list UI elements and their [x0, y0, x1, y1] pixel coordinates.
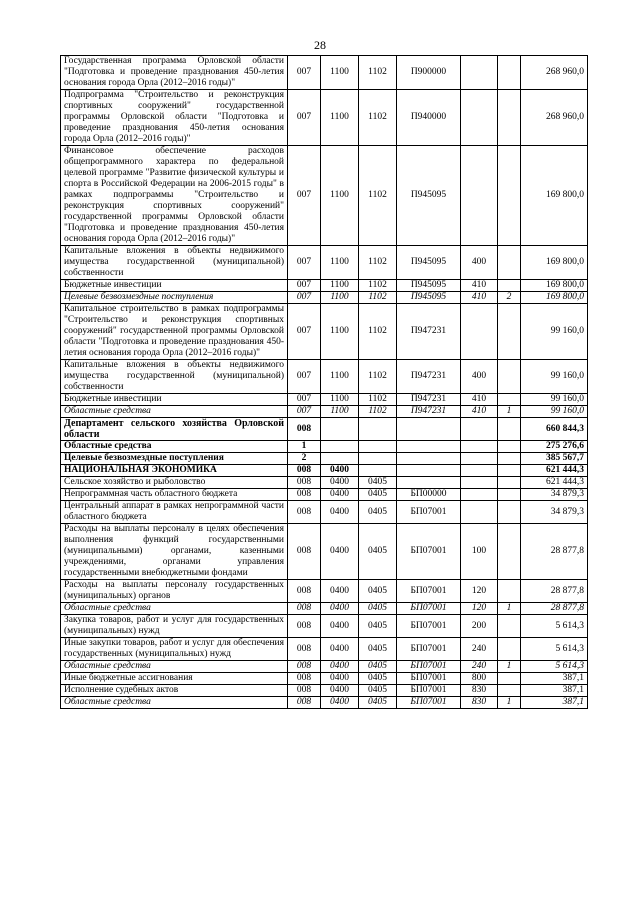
subsection-code: 0405 — [359, 638, 397, 661]
funding-source-code — [498, 501, 521, 524]
target-article-code: БП07001 — [397, 638, 461, 661]
funding-source-code: 1 — [498, 661, 521, 673]
amount: 99 160,0 — [521, 360, 588, 394]
table-row — [61, 146, 588, 246]
ministry-code: 007 — [288, 56, 321, 90]
ministry-code: 007 — [288, 360, 321, 394]
expense-type-code: 800 — [461, 673, 498, 685]
amount: 99 160,0 — [521, 394, 588, 406]
subsection-code: 0405 — [359, 661, 397, 673]
funding-source-code: 2 — [498, 292, 521, 304]
row-name: Капитальные вложения в объекты недвижимого имущества государственной (муниципальной) собственности — [61, 246, 288, 280]
table-row — [61, 418, 588, 441]
funding-source-code — [498, 418, 521, 441]
target-article-code: БП07001 — [397, 615, 461, 638]
ministry-code: 008 — [288, 661, 321, 673]
subsection-code: 1102 — [359, 146, 397, 246]
subsection-code — [359, 465, 397, 477]
table-row — [61, 603, 588, 615]
expense-type-code — [461, 489, 498, 501]
table-row — [61, 394, 588, 406]
subsection-code: 0405 — [359, 615, 397, 638]
target-article-code — [397, 418, 461, 441]
row-name: Областные средства — [61, 661, 288, 673]
table-row — [61, 465, 588, 477]
expense-type-code: 830 — [461, 697, 498, 709]
funding-source-code — [498, 615, 521, 638]
section-code: 0400 — [321, 501, 359, 524]
row-name: Департамент сельского хозяйства Орловской области — [61, 418, 288, 441]
ministry-code: 008 — [288, 524, 321, 580]
section-code — [321, 441, 359, 453]
funding-source-code: 1 — [498, 603, 521, 615]
ministry-code: 007 — [288, 146, 321, 246]
target-article-code: П900000 — [397, 56, 461, 90]
target-article-code: П947231 — [397, 394, 461, 406]
subsection-code: 1102 — [359, 280, 397, 292]
amount: 34 879,3 — [521, 501, 588, 524]
table-row — [61, 360, 588, 394]
subsection-code: 0405 — [359, 489, 397, 501]
row-name: Исполнение судебных актов — [61, 685, 288, 697]
funding-source-code — [498, 394, 521, 406]
subsection-code — [359, 453, 397, 465]
expense-type-code: 100 — [461, 524, 498, 580]
amount: 28 877,8 — [521, 524, 588, 580]
target-article-code: БП07001 — [397, 524, 461, 580]
funding-source-code — [498, 246, 521, 280]
subsection-code: 0405 — [359, 477, 397, 489]
ministry-code: 007 — [288, 90, 321, 146]
ministry-code: 008 — [288, 418, 321, 441]
funding-source-code — [498, 580, 521, 603]
amount: 275 276,6 — [521, 441, 588, 453]
ministry-code: 008 — [288, 477, 321, 489]
expense-type-code: 120 — [461, 603, 498, 615]
subsection-code: 1102 — [359, 90, 397, 146]
subsection-code: 1102 — [359, 56, 397, 90]
target-article-code: БП07001 — [397, 603, 461, 615]
expense-type-code — [461, 56, 498, 90]
subsection-code: 1102 — [359, 246, 397, 280]
table-row — [61, 615, 588, 638]
target-article-code: БП07001 — [397, 580, 461, 603]
table-row — [61, 441, 588, 453]
ministry-code: 008 — [288, 501, 321, 524]
table-row — [61, 489, 588, 501]
subsection-code — [359, 441, 397, 453]
table-row — [61, 56, 588, 90]
row-name: Подпрограмма "Строительство и реконструкция спортивных сооружений" государственной программы Орловской области "Подготовка и проведение празднования 450-летия основания города Орла (2012–2016 годы)" — [61, 90, 288, 146]
page-number: 28 — [314, 38, 326, 52]
row-name: Бюджетные инвестиции — [61, 280, 288, 292]
table-row — [61, 304, 588, 360]
row-name: Капитальное строительство в рамках подпрограммы "Строительство и реконструкция спортивных сооружений" государственной программы Орловской области "Подготовка и проведение празднования 450-летия основания города Орла (2012–2016 годы)" — [61, 304, 288, 360]
amount: 169 800,0 — [521, 292, 588, 304]
subsection-code — [359, 418, 397, 441]
row-name: Капитальные вложения в объекты недвижимого имущества государственной (муниципальной) собственности — [61, 360, 288, 394]
target-article-code: П945095 — [397, 246, 461, 280]
section-code: 0400 — [321, 638, 359, 661]
expense-type-code — [461, 477, 498, 489]
section-code: 0400 — [321, 685, 359, 697]
amount: 5 614,3 — [521, 638, 588, 661]
expense-type-code — [461, 465, 498, 477]
section-code: 0400 — [321, 477, 359, 489]
funding-source-code — [498, 146, 521, 246]
row-name: Иные бюджетные ассигнования — [61, 673, 288, 685]
target-article-code: П947231 — [397, 360, 461, 394]
table-row — [61, 406, 588, 418]
table-row — [61, 685, 588, 697]
section-code: 1100 — [321, 394, 359, 406]
subsection-code: 1102 — [359, 292, 397, 304]
budget-table — [60, 55, 588, 709]
expense-type-code — [461, 146, 498, 246]
expense-type-code: 410 — [461, 280, 498, 292]
expense-type-code: 400 — [461, 246, 498, 280]
section-code: 0400 — [321, 489, 359, 501]
amount: 34 879,3 — [521, 489, 588, 501]
row-name: Областные средства — [61, 603, 288, 615]
expense-type-code: 240 — [461, 638, 498, 661]
table-row — [61, 90, 588, 146]
amount: 5 614,3 — [521, 661, 588, 673]
row-name: Иные закупки товаров, работ и услуг для обеспечения государственных (муниципальных) нужд — [61, 638, 288, 661]
expense-type-code: 400 — [461, 360, 498, 394]
subsection-code: 1102 — [359, 304, 397, 360]
section-code: 1100 — [321, 304, 359, 360]
row-name: Закупка товаров, работ и услуг для государственных (муниципальных) нужд — [61, 615, 288, 638]
section-code: 0400 — [321, 580, 359, 603]
section-code: 1100 — [321, 146, 359, 246]
target-article-code: П947231 — [397, 406, 461, 418]
table-row — [61, 453, 588, 465]
section-code: 1100 — [321, 360, 359, 394]
amount: 99 160,0 — [521, 406, 588, 418]
expense-type-code — [461, 441, 498, 453]
section-code: 0400 — [321, 465, 359, 477]
amount: 268 960,0 — [521, 90, 588, 146]
funding-source-code — [498, 304, 521, 360]
funding-source-code — [498, 441, 521, 453]
expense-type-code — [461, 304, 498, 360]
section-code: 0400 — [321, 661, 359, 673]
ministry-code: 008 — [288, 580, 321, 603]
row-name: Расходы на выплаты персоналу в целях обеспечения выполнения функций государственными (муниципальными) органами, казенными учреждениями, органами управления государственными внебюджетными фондами — [61, 524, 288, 580]
funding-source-code — [498, 453, 521, 465]
funding-source-code — [498, 56, 521, 90]
table-row — [61, 697, 588, 709]
funding-source-code — [498, 685, 521, 697]
row-name: НАЦИОНАЛЬНАЯ ЭКОНОМИКА — [61, 465, 288, 477]
target-article-code: БП07001 — [397, 501, 461, 524]
ministry-code: 008 — [288, 603, 321, 615]
subsection-code: 0405 — [359, 524, 397, 580]
row-name: Областные средства — [61, 406, 288, 418]
funding-source-code: 1 — [498, 406, 521, 418]
target-article-code: П945095 — [397, 280, 461, 292]
section-code — [321, 453, 359, 465]
ministry-code: 007 — [288, 280, 321, 292]
row-name: Сельское хозяйство и рыболовство — [61, 477, 288, 489]
section-code: 0400 — [321, 524, 359, 580]
amount: 169 800,0 — [521, 246, 588, 280]
target-article-code — [397, 465, 461, 477]
subsection-code: 0405 — [359, 603, 397, 615]
amount: 621 444,3 — [521, 465, 588, 477]
table-row — [61, 661, 588, 673]
section-code: 1100 — [321, 90, 359, 146]
funding-source-code — [498, 524, 521, 580]
row-name: Центральный аппарат в рамках непрограммной части областного бюджета — [61, 501, 288, 524]
amount: 99 160,0 — [521, 304, 588, 360]
expense-type-code: 200 — [461, 615, 498, 638]
section-code: 0400 — [321, 603, 359, 615]
funding-source-code — [498, 477, 521, 489]
ministry-code: 008 — [288, 638, 321, 661]
amount: 268 960,0 — [521, 56, 588, 90]
ministry-code: 2 — [288, 453, 321, 465]
row-name: Непрограммная часть областного бюджета — [61, 489, 288, 501]
target-article-code: БП00000 — [397, 489, 461, 501]
amount: 660 844,3 — [521, 418, 588, 441]
subsection-code: 0405 — [359, 673, 397, 685]
row-name: Расходы на выплаты персоналу государственных (муниципальных) органов — [61, 580, 288, 603]
target-article-code: БП07001 — [397, 697, 461, 709]
ministry-code: 008 — [288, 489, 321, 501]
section-code: 1100 — [321, 246, 359, 280]
funding-source-code — [498, 673, 521, 685]
target-article-code — [397, 441, 461, 453]
section-code: 0400 — [321, 673, 359, 685]
amount: 28 877,8 — [521, 580, 588, 603]
amount: 387,1 — [521, 697, 588, 709]
expense-type-code: 410 — [461, 292, 498, 304]
ministry-code: 008 — [288, 673, 321, 685]
expense-type-code — [461, 501, 498, 524]
ministry-code: 008 — [288, 685, 321, 697]
amount: 387,1 — [521, 685, 588, 697]
budget-table-body — [61, 56, 588, 709]
target-article-code: П945095 — [397, 292, 461, 304]
table-row — [61, 280, 588, 292]
table-row — [61, 477, 588, 489]
section-code: 0400 — [321, 697, 359, 709]
funding-source-code — [498, 638, 521, 661]
subsection-code: 1102 — [359, 394, 397, 406]
row-name: Целевые безвозмездные поступления — [61, 453, 288, 465]
amount: 169 800,0 — [521, 280, 588, 292]
table-row — [61, 638, 588, 661]
section-code: 1100 — [321, 292, 359, 304]
expense-type-code — [461, 418, 498, 441]
amount: 621 444,3 — [521, 477, 588, 489]
ministry-code: 007 — [288, 246, 321, 280]
subsection-code: 0405 — [359, 580, 397, 603]
section-code: 1100 — [321, 56, 359, 90]
funding-source-code — [498, 90, 521, 146]
row-name: Областные средства — [61, 697, 288, 709]
funding-source-code — [498, 489, 521, 501]
row-name: Целевые безвозмездные поступления — [61, 292, 288, 304]
ministry-code: 007 — [288, 304, 321, 360]
ministry-code: 007 — [288, 292, 321, 304]
amount: 28 877,8 — [521, 603, 588, 615]
expense-type-code — [461, 90, 498, 146]
table-row — [61, 524, 588, 580]
target-article-code: П940000 — [397, 90, 461, 146]
funding-source-code: 1 — [498, 697, 521, 709]
amount: 5 614,3 — [521, 615, 588, 638]
ministry-code: 008 — [288, 615, 321, 638]
amount: 387,1 — [521, 673, 588, 685]
section-code: 0400 — [321, 615, 359, 638]
funding-source-code — [498, 280, 521, 292]
subsection-code: 0405 — [359, 685, 397, 697]
row-name: Государственная программа Орловской области "Подготовка и проведение празднования 450-летия основания города Орла (2012–2016 годы)" — [61, 56, 288, 90]
table-row — [61, 580, 588, 603]
table-row — [61, 292, 588, 304]
ministry-code: 1 — [288, 441, 321, 453]
ministry-code: 007 — [288, 394, 321, 406]
ministry-code: 008 — [288, 697, 321, 709]
expense-type-code: 120 — [461, 580, 498, 603]
section-code — [321, 418, 359, 441]
subsection-code: 1102 — [359, 360, 397, 394]
target-article-code: П947231 — [397, 304, 461, 360]
expense-type-code: 410 — [461, 406, 498, 418]
funding-source-code — [498, 360, 521, 394]
funding-source-code — [498, 465, 521, 477]
subsection-code: 1102 — [359, 406, 397, 418]
row-name: Финансовое обеспечение расходов общепрограммного характера по федеральной целевой программе "Развитие физической культуры и спорта в Российской Федерации на 2006-2015 годы" в рамках подпрограммы "Строительство и реконструкция спортивных сооружений" государственной программы Орловской области "Подготовка и проведение празднования 450-летия основания города Орла (2012–2016 годы)" — [61, 146, 288, 246]
expense-type-code: 240 — [461, 661, 498, 673]
subsection-code: 0405 — [359, 697, 397, 709]
target-article-code: П945095 — [397, 146, 461, 246]
section-code: 1100 — [321, 406, 359, 418]
row-name: Областные средства — [61, 441, 288, 453]
ministry-code: 008 — [288, 465, 321, 477]
ministry-code: 007 — [288, 406, 321, 418]
amount: 169 800,0 — [521, 146, 588, 246]
expense-type-code: 830 — [461, 685, 498, 697]
table-row — [61, 501, 588, 524]
subsection-code: 0405 — [359, 501, 397, 524]
section-code: 1100 — [321, 280, 359, 292]
row-name: Бюджетные инвестиции — [61, 394, 288, 406]
table-row — [61, 673, 588, 685]
target-article-code — [397, 453, 461, 465]
target-article-code: БП07001 — [397, 673, 461, 685]
table-row — [61, 246, 588, 280]
target-article-code: БП07001 — [397, 685, 461, 697]
target-article-code — [397, 477, 461, 489]
expense-type-code: 410 — [461, 394, 498, 406]
expense-type-code — [461, 453, 498, 465]
target-article-code: БП07001 — [397, 661, 461, 673]
amount: 385 567,7 — [521, 453, 588, 465]
